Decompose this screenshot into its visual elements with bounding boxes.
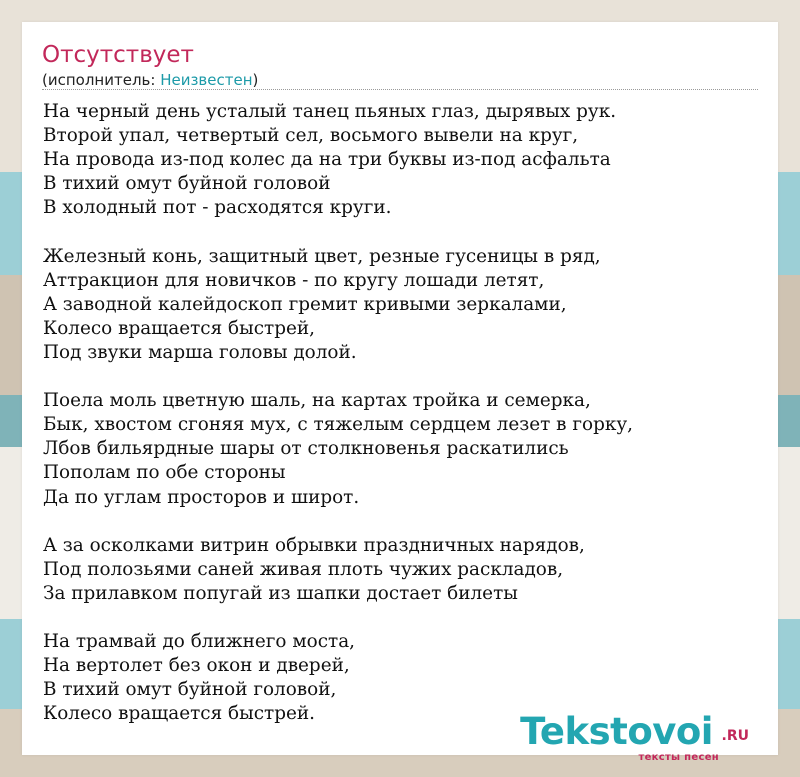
lyrics-line: Пополам по обе стороны [43,462,286,484]
logo-name: Tekstovoi [520,710,713,753]
lyrics-line: На черный день усталый танец пьяных глаз, дырявых рук. [43,101,617,122]
lyrics-line: А заводной калейдоскоп гремит кривыми зеркалами, [43,293,567,315]
lyrics-line: Под звуки марша головы долой. [43,341,357,363]
lyrics-line: Аттракцион для новичков - по кругу лошади летят, [43,269,545,291]
lyrics-stanza [43,534,763,606]
lyrics-line: На провода из-под колес да на три буквы из-под асфальта [43,149,611,171]
lyrics-card [22,22,778,763]
lyrics-line: В тихий омут буйной головой, [43,679,337,701]
title-divider [42,89,758,90]
lyrics-line: За прилавком попугай из шапки достает билеты [43,582,518,604]
lyrics-line: На трамвай до ближнего моста, [43,631,356,653]
lyrics-line: В холодный пот - расходятся круги. [43,197,392,219]
logo-tld: .RU [721,728,749,744]
lyrics-line: Лбов бильярдные шары от столкновенья раскатились [43,438,569,460]
lyrics-line: Второй упал, четвертый сел, восьмого вывели на круг, [43,125,579,147]
lyrics-line: Колесо вращается быстрей, [43,317,315,339]
artist-suffix: ) [252,71,259,89]
artist-line [42,71,258,89]
site-logo[interactable] [520,710,749,770]
lyrics-line: Да по углам просторов и широт. [43,486,360,508]
lyrics-stanza [43,245,763,365]
lyrics-stanza [43,100,763,220]
artist-prefix: (исполнитель: [42,71,161,89]
lyrics-line: На вертолет без окон и дверей, [43,655,350,677]
lyrics-line: Поела моль цветную шаль, на картах тройка и семерка, [43,390,591,412]
song-title: Отсутствует [42,42,194,68]
lyrics-text [43,100,763,726]
logo-tagline: тексты песен [638,752,719,763]
artist-link[interactable]: Неизвестен [160,71,253,89]
lyrics-stanza [43,389,763,509]
lyrics-line: Колесо вращается быстрей. [43,703,315,725]
lyrics-line: Бык, хвостом сгоняя мух, с тяжелым сердцем лезет в горку, [43,414,634,436]
lyrics-line: А за осколками витрин обрывки праздничных нарядов, [43,534,585,556]
lyrics-line: Под полозьями саней живая плоть чужих раскладов, [43,558,564,580]
lyrics-line: Железный конь, защитный цвет, резные гусеницы в ряд, [43,245,601,267]
lyrics-line: В тихий омут буйной головой [43,173,331,195]
